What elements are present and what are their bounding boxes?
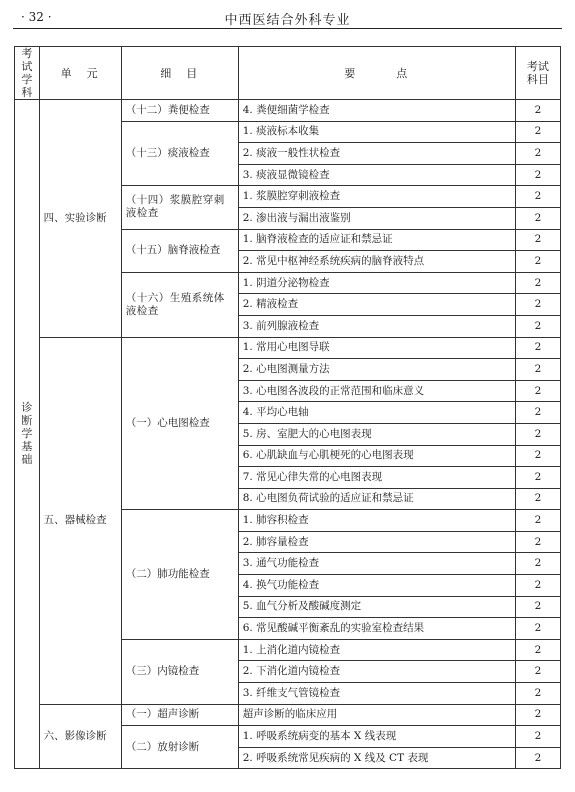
- exam-subject-cell: 2: [515, 100, 560, 122]
- key-point-cell: 4. 粪便细菌学检查: [238, 100, 515, 122]
- page-header: [13, 8, 562, 29]
- exam-subject-cell: 2: [515, 143, 560, 165]
- exam-subject-cell: 2: [515, 423, 560, 445]
- key-point-cell: 3. 通气功能检查: [238, 553, 515, 575]
- detail-cell: （一）超声诊断: [121, 704, 238, 726]
- exam-subject-cell: 2: [515, 553, 560, 575]
- detail-cell: （二）肺功能检查: [121, 510, 238, 640]
- key-point-cell: 4. 换气功能检查: [238, 575, 515, 597]
- key-point-cell: 1. 阴道分泌物检查: [238, 272, 515, 294]
- detail-cell: （二）放射诊断: [121, 726, 238, 769]
- detail-cell: （十四）浆膜腔穿刺液检查: [121, 186, 238, 229]
- key-point-cell: 6. 心肌缺血与心肌梗死的心电图表现: [238, 445, 515, 467]
- table-row: [15, 337, 561, 359]
- key-point-cell: 1. 脑脊液检查的适应证和禁忌证: [238, 229, 515, 251]
- key-point-cell: 1. 肺容积检查: [238, 510, 515, 532]
- unit-cell: 六、影像诊断: [39, 704, 121, 769]
- key-point-cell: 3. 痰液显微镜检查: [238, 164, 515, 186]
- exam-subject-cell: 2: [515, 618, 560, 640]
- exam-subject-cell: 2: [515, 380, 560, 402]
- key-point-cell: 2. 常见中枢神经系统疾病的脑脊液特点: [238, 251, 515, 273]
- exam-subject-cell: 2: [515, 531, 560, 553]
- exam-subject-cell: 2: [515, 337, 560, 359]
- key-point-cell: 5. 房、室肥大的心电图表现: [238, 423, 515, 445]
- key-point-cell: 2. 痰液一般性状检查: [238, 143, 515, 165]
- key-point-cell: 5. 血气分析及酸碱度测定: [238, 596, 515, 618]
- exam-subject-cell: 2: [515, 251, 560, 273]
- key-point-cell: 2. 下消化道内镜检查: [238, 661, 515, 683]
- subject-cell: 诊断学基础: [15, 100, 40, 769]
- exam-subject-cell: 2: [515, 596, 560, 618]
- key-point-cell: 2. 肺容量检查: [238, 531, 515, 553]
- syllabus-table: [14, 46, 561, 769]
- exam-subject-cell: 2: [515, 747, 560, 769]
- exam-subject-cell: 2: [515, 488, 560, 510]
- unit-cell: 五、器械检查: [39, 337, 121, 704]
- exam-subject-cell: 2: [515, 445, 560, 467]
- header-unit: 单 元: [39, 47, 121, 100]
- header-subject: 考试学科: [15, 47, 40, 100]
- key-point-cell: 1. 上消化道内镜检查: [238, 639, 515, 661]
- key-point-cell: 1. 痰液标本收集: [238, 121, 515, 143]
- table-header-row: [15, 47, 561, 100]
- header-detail: 细 目: [121, 47, 238, 100]
- exam-subject-cell: 2: [515, 467, 560, 489]
- unit-cell: 四、实验诊断: [39, 100, 121, 338]
- exam-subject-cell: 2: [515, 186, 560, 208]
- key-point-cell: 超声诊断的临床应用: [238, 704, 515, 726]
- exam-subject-cell: 2: [515, 207, 560, 229]
- exam-subject-cell: 2: [515, 402, 560, 424]
- exam-subject-cell: 2: [515, 661, 560, 683]
- key-point-cell: 4. 平均心电轴: [238, 402, 515, 424]
- exam-subject-cell: 2: [515, 315, 560, 337]
- key-point-cell: 3. 纤维支气管镜检查: [238, 683, 515, 705]
- key-point-cell: 3. 前列腺液检查: [238, 315, 515, 337]
- exam-subject-cell: 2: [515, 510, 560, 532]
- exam-subject-cell: 2: [515, 359, 560, 381]
- detail-cell: （一）心电图检查: [121, 337, 238, 510]
- exam-subject-cell: 2: [515, 726, 560, 748]
- key-point-cell: 7. 常见心律失常的心电图表现: [238, 467, 515, 489]
- detail-cell: （十三）痰液检查: [121, 121, 238, 186]
- exam-subject-cell: 2: [515, 121, 560, 143]
- table-body: [15, 100, 561, 769]
- page-number: · 32 ·: [21, 10, 52, 24]
- exam-subject-cell: 2: [515, 683, 560, 705]
- key-point-cell: 2. 精液检查: [238, 294, 515, 316]
- key-point-cell: 6. 常见酸碱平衡紊乱的实验室检查结果: [238, 618, 515, 640]
- header-exam-subject: 考试科目: [515, 47, 560, 100]
- table-row: [15, 100, 561, 122]
- key-point-cell: 2. 心电图测量方法: [238, 359, 515, 381]
- key-point-cell: 1. 浆膜腔穿刺液检查: [238, 186, 515, 208]
- exam-subject-cell: 2: [515, 164, 560, 186]
- exam-subject-cell: 2: [515, 575, 560, 597]
- detail-cell: （十六）生殖系统体液检查: [121, 272, 238, 337]
- exam-subject-cell: 2: [515, 704, 560, 726]
- key-point-cell: 2. 渗出液与漏出液鉴别: [238, 207, 515, 229]
- exam-subject-cell: 2: [515, 294, 560, 316]
- page-title: 中西医结合外科专业: [224, 13, 351, 28]
- exam-subject-cell: 2: [515, 639, 560, 661]
- header-key-points: 要 点: [238, 47, 515, 100]
- exam-subject-cell: 2: [515, 272, 560, 294]
- key-point-cell: 1. 呼吸系统病变的基本 X 线表现: [238, 726, 515, 748]
- key-point-cell: 1. 常用心电图导联: [238, 337, 515, 359]
- exam-subject-cell: 2: [515, 229, 560, 251]
- detail-cell: （三）内镜检查: [121, 639, 238, 704]
- key-point-cell: 3. 心电图各波段的正常范围和临床意义: [238, 380, 515, 402]
- table-row: [15, 704, 561, 726]
- detail-cell: （十二）粪便检查: [121, 100, 238, 122]
- key-point-cell: 2. 呼吸系统常见疾病的 X 线及 CT 表现: [238, 747, 515, 769]
- detail-cell: （十五）脑脊液检查: [121, 229, 238, 272]
- key-point-cell: 8. 心电图负荷试验的适应证和禁忌证: [238, 488, 515, 510]
